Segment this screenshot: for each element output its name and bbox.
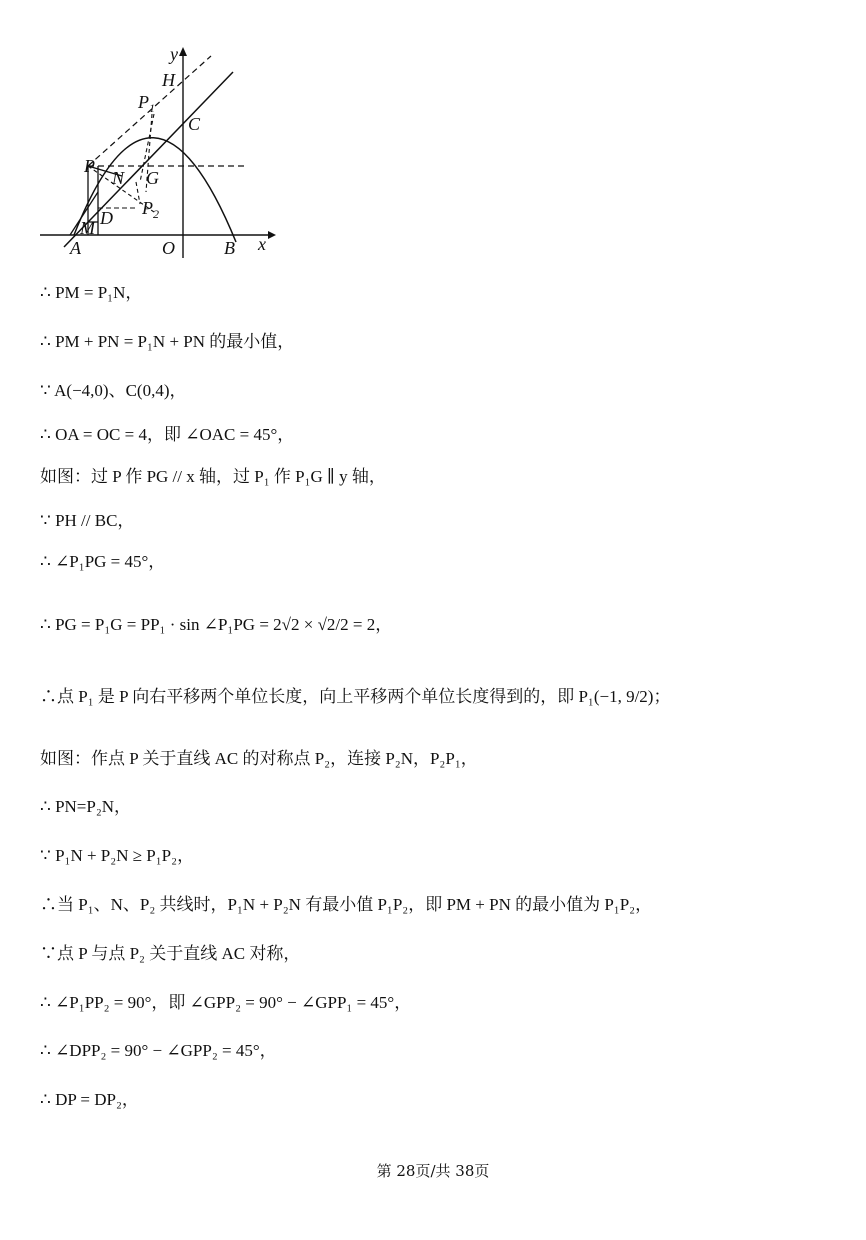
label-a: A — [70, 238, 81, 258]
label-o: O — [162, 238, 175, 258]
label-n: N — [112, 168, 125, 188]
label-h: H — [162, 70, 175, 90]
solution-line-16: ∴ ∠DPP₂ = 90° − ∠GPP₂ = 45°， — [40, 1041, 277, 1060]
label-g: G — [146, 168, 159, 188]
label-p: P — [84, 156, 95, 176]
label-x: x — [258, 234, 266, 254]
solution-line-1: ∴ PM = P₁N， — [40, 283, 143, 302]
y-axis-arrow — [179, 47, 187, 56]
solution-line-10: 如图：作点 P 关于直线 AC 的对称点 P₂，连接 P₂N，P₂P₁， — [40, 749, 478, 768]
solution-line-2: ∴ PM + PN = P₁N + PN 的最小值， — [40, 332, 295, 351]
solution-line-7: ∴ ∠P₁PG = 45°， — [40, 552, 166, 571]
solution-line-12: ∵ P₁N + P₂N ≥ P₁P₂， — [40, 846, 195, 865]
label-d: D — [100, 208, 113, 228]
geometry-figure — [36, 42, 286, 264]
label-m: M — [80, 218, 95, 238]
x-axis-arrow — [268, 231, 276, 239]
solution-line-11: ∴ PN=P₂N， — [40, 797, 132, 816]
solution-line-13: ∴当 P₁、N、P₂ 共线时，P₁N + P₂N 有最小值 P₁P₂，即 PM + PN 的最小值为 P₁P₂， — [40, 895, 653, 914]
solution-line-14: ∵点 P 与点 P₂ 关于直线 AC 对称， — [40, 944, 301, 963]
label-p2: $P_2$ — [142, 198, 159, 221]
solution-line-5: 如图：过 P 作 PG // x 轴，过 P₁ 作 P₁G ∥ y 轴， — [40, 467, 386, 486]
solution-line-15: ∴ ∠P₁PP₂ = 90°，即 ∠GPP₂ = 90° − ∠GPP₁ = 45°， — [40, 993, 412, 1012]
solution-line-9: ∴点 P₁ 是 P 向右平移两个单位长度，向上平移两个单位长度得到的，即 P₁(−1, 9/2)； — [40, 687, 671, 706]
solution-line-6: ∵ PH // BC， — [40, 511, 135, 530]
solution-line-8: ∴ PG = P₁G = PP₁ · sin ∠P₁PG = 2√2 × √2/2 = 2， — [40, 615, 393, 634]
solution-line-4: ∴ OA = OC = 4，即 ∠OAC = 45°， — [40, 425, 295, 444]
solution-line-17: ∴ DP = DP₂， — [40, 1090, 139, 1109]
label-p1: $P_1$ — [138, 92, 155, 115]
page-footer: 第 28页/共 38页 — [376, 1162, 490, 1180]
label-y: y — [170, 44, 178, 64]
line-np2 — [136, 182, 140, 204]
label-b: B — [224, 238, 235, 258]
label-c: C — [188, 114, 201, 134]
solution-line-3: ∵ A(−4,0)、C(0,4)， — [40, 381, 187, 400]
